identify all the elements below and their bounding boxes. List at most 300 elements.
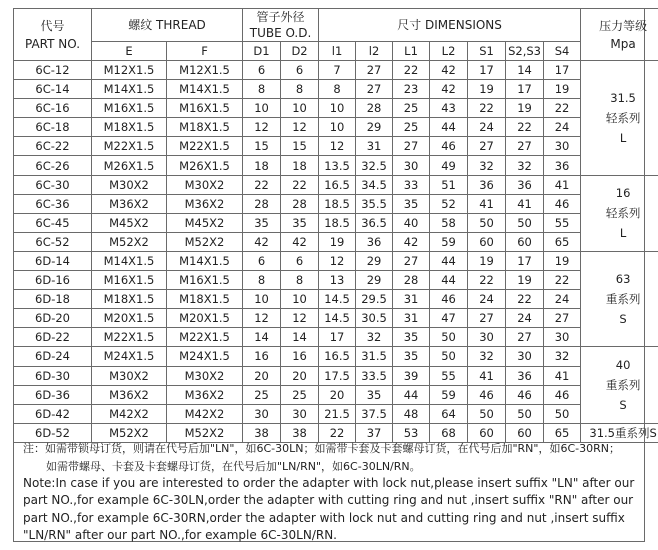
table-cell: 37.5 [356,404,393,423]
header-tube-od [243,9,319,42]
table-cell: 46 [544,194,581,213]
table-cell: 41 [506,194,544,213]
table-cell: 42 [243,232,281,251]
header-pressure-cn: 压力等级 [599,18,648,33]
table-cell: 14 [243,328,281,347]
table-cell: 42 [430,80,468,99]
table-cell: 50 [506,213,544,232]
table-cell: 6 [281,61,319,80]
table-cell: 22 [544,271,581,290]
column-header: L2 [430,42,468,61]
table-cell: 28 [243,194,281,213]
table-cell: 16 [243,347,281,366]
part-number-cell: 6D-18 [14,290,92,309]
table-cell: 15 [243,137,281,156]
table-cell: 10 [319,118,356,137]
table-cell: M14X1.5 [92,80,167,99]
part-number-cell: 6D-14 [14,251,92,270]
table-cell: 42 [281,232,319,251]
table-row [14,118,658,137]
table-cell: 50 [468,213,506,232]
table-cell: 16.5 [319,347,356,366]
table-cell: 12 [281,118,319,137]
table-row [14,99,658,118]
table-cell: 17 [544,61,581,80]
table-cell: 31 [393,309,430,328]
column-header: E [92,42,167,61]
column-header: D2 [281,42,319,61]
table-cell: 19 [506,271,544,290]
table-row [14,213,658,232]
column-header: l2 [356,42,393,61]
table-cell: 8 [243,271,281,290]
table-cell: 36 [356,232,393,251]
table-cell: 30 [506,347,544,366]
table-cell: 12 [281,309,319,328]
table-cell: 10 [243,99,281,118]
table-row [14,137,658,156]
table-cell: 18 [243,156,281,175]
pressure-group-cell [581,175,658,251]
table-cell: M16X1.5 [167,99,243,118]
table-cell: 44 [430,251,468,270]
header-part-cn: 代号 [40,18,65,33]
table-cell: M52X2 [167,232,243,251]
table-cell: 35 [281,213,319,232]
table-cell: 20 [281,366,319,385]
table-row [14,347,658,366]
table-cell: M36X2 [92,194,167,213]
table-cell: M36X2 [92,385,167,404]
part-number-cell: 6C-30 [14,175,92,194]
table-cell: 31.5 [356,347,393,366]
table-cell: M14X1.5 [92,251,167,270]
table-cell: 22 [506,118,544,137]
table-cell: M52X2 [92,423,167,442]
table-cell: 35 [393,328,430,347]
table-cell: 13.5 [319,156,356,175]
table-cell: 59 [430,232,468,251]
table-cell: 30 [544,137,581,156]
pressure-group-cell [581,61,658,176]
table-cell: 60 [506,423,544,442]
table-cell: 65 [544,232,581,251]
part-number-cell: 6C-18 [14,118,92,137]
table-cell: 47 [430,309,468,328]
table-cell: 50 [468,404,506,423]
pressure-value: 16 [615,186,631,201]
table-cell: 44 [430,271,468,290]
table-cell: 48 [393,404,430,423]
table-cell: 24 [468,290,506,309]
part-number-cell: 6C-16 [14,99,92,118]
table-cell: 42 [430,61,468,80]
note-cn-line2: 如需带螺母、卡套及卡套螺母订货，在代号后加"LN/RN"，如6C-30LN/RN。 [46,459,421,473]
table-cell: 17 [506,251,544,270]
table-cell: 12 [319,251,356,270]
table-cell: 12 [243,309,281,328]
table-cell: 46 [468,385,506,404]
table-cell: 42 [393,232,430,251]
table-row [14,61,658,80]
table-cell: 27 [544,309,581,328]
table-cell: 55 [544,213,581,232]
order-notes [23,440,639,544]
table-cell: M45X2 [167,213,243,232]
note-en: Note:In case if you are interested to order the adapter with lock nut,please insert suffix "LN" after our part NO.,for example 6C-30LN,order the adapter with cutting ring and nut ,insert suffix "RN" after our part NO.,for example 6C-30RN,order the adapter with lock nut and cutting ring and nut ,insert suffix "LN/RN" after our part NO.,for example 6C-30LN/RN. [23,476,635,542]
dimensions-table [13,8,658,443]
part-number-cell: 6D-16 [14,271,92,290]
table-cell: 30 [281,404,319,423]
table-cell: 22 [393,61,430,80]
table-cell: M18X1.5 [92,118,167,137]
table-cell: 38 [281,423,319,442]
table-cell: 46 [430,137,468,156]
table-cell: 14.5 [319,309,356,328]
table-cell: M42X2 [167,404,243,423]
table-row [14,404,658,423]
table-cell: 6 [281,251,319,270]
table-cell: M22X1.5 [92,137,167,156]
table-cell: 31 [393,290,430,309]
table-cell: 21.5 [319,404,356,423]
table-row [14,385,658,404]
table-cell: 50 [544,404,581,423]
table-cell: 55 [430,366,468,385]
table-cell: 36 [544,156,581,175]
part-number-cell: 6C-14 [14,80,92,99]
table-cell: 19 [319,232,356,251]
table-cell: 8 [281,271,319,290]
table-cell: 6 [243,251,281,270]
pressure-series: 重系列 [605,292,641,307]
table-cell: 36 [506,366,544,385]
table-cell: 36 [506,175,544,194]
table-cell: 6 [243,61,281,80]
table-cell: 50 [430,347,468,366]
column-header: S2,S3 [506,42,544,61]
table-cell: 27 [393,251,430,270]
table-cell: 10 [243,290,281,309]
table-cell: 29.5 [356,290,393,309]
table-cell: 25 [393,118,430,137]
table-cell: M36X2 [167,385,243,404]
table-cell: 40 [393,213,430,232]
table-cell: M22X1.5 [92,328,167,347]
table-cell: 25 [243,385,281,404]
table-cell: 38 [243,423,281,442]
table-cell: 51 [430,175,468,194]
table-cell: M18X1.5 [167,290,243,309]
pressure-code: L [619,130,627,145]
table-cell: M16X1.5 [92,99,167,118]
table-cell: 53 [393,423,430,442]
header-dimensions: 尺寸 DIMENSIONS [319,9,581,42]
table-cell: 32 [468,347,506,366]
table-cell: 60 [468,423,506,442]
header-part-en: PART NO. [24,36,81,51]
pressure-series: 轻系列 [605,110,641,125]
pressure-series: 重系列 [605,378,641,393]
table-cell: 30 [468,328,506,347]
header-thread: 螺纹 THREAD [92,9,243,42]
table-cell: 41 [544,175,581,194]
table-cell: 33.5 [356,366,393,385]
table-cell: 35 [393,347,430,366]
table-cell: M24X1.5 [167,347,243,366]
table-row [14,271,658,290]
table-cell: 24 [468,118,506,137]
table-cell: 10 [319,99,356,118]
table-cell: M30X2 [92,366,167,385]
table-cell: 29 [356,118,393,137]
table-cell: 22 [544,99,581,118]
table-cell: M30X2 [167,175,243,194]
table-cell: M14X1.5 [167,80,243,99]
table-cell: 35.5 [356,194,393,213]
table-cell: 24 [506,309,544,328]
table-cell: M12X1.5 [92,61,167,80]
column-header: S4 [544,42,581,61]
table-cell: 12 [319,137,356,156]
table-cell: M30X2 [167,366,243,385]
header-tube-en: TUBE O.D. [249,26,312,40]
table-cell: 44 [430,118,468,137]
table-cell: 25 [281,385,319,404]
part-number-cell: 6D-24 [14,347,92,366]
table-cell: 50 [506,404,544,423]
table-cell: 23 [393,80,430,99]
part-number-cell: 6C-26 [14,156,92,175]
table-row [14,309,658,328]
header-part-no [14,9,92,61]
pressure-group-cell: 31.5重系列S [581,423,658,442]
table-cell: 32 [506,156,544,175]
table-cell: M16X1.5 [92,271,167,290]
table-cell: 41 [544,366,581,385]
table-cell: 27 [468,137,506,156]
table-cell: M52X2 [167,423,243,442]
table-cell: 27 [506,137,544,156]
table-cell: 33 [393,175,430,194]
table-cell: 27 [356,80,393,99]
table-cell: 24 [544,290,581,309]
table-cell: 27 [356,61,393,80]
table-cell: 60 [506,232,544,251]
table-cell: 46 [506,385,544,404]
table-cell: 35 [243,213,281,232]
table-cell: 32 [356,328,393,347]
column-header: S1 [468,42,506,61]
table-cell: 14 [506,61,544,80]
table-cell: 41 [468,366,506,385]
table-cell: M20X1.5 [167,309,243,328]
table-cell: 29 [356,271,393,290]
part-number-cell: 6D-30 [14,366,92,385]
table-cell: 19 [468,80,506,99]
table-cell: M26X1.5 [167,156,243,175]
part-number-cell: 6C-12 [14,61,92,80]
pressure-code: S [619,398,627,413]
table-cell: 18 [281,156,319,175]
table-cell: 18.5 [319,213,356,232]
table-cell: M16X1.5 [167,271,243,290]
table-cell: 27 [468,309,506,328]
table-row [14,232,658,251]
table-cell: 25 [393,99,430,118]
table-cell: 49 [430,156,468,175]
table-cell: 28 [281,194,319,213]
table-row [14,251,658,270]
table-cell: 37 [356,423,393,442]
table-cell: 28 [356,99,393,118]
column-header: D1 [243,42,281,61]
table-cell: 60 [468,232,506,251]
table-cell: 16.5 [319,175,356,194]
table-cell: 36 [468,175,506,194]
table-cell: 50 [430,328,468,347]
table-row [14,156,658,175]
table-cell: 41 [468,194,506,213]
table-cell: 8 [243,80,281,99]
pressure-code: S [619,312,627,327]
table-cell: 30 [544,328,581,347]
header-pressure-unit: Mpa [610,36,636,51]
table-cell: 17 [506,80,544,99]
table-cell: 65 [544,423,581,442]
part-number-cell: 6D-42 [14,404,92,423]
pressure-code: L [619,226,627,241]
table-cell: M20X1.5 [92,309,167,328]
table-cell: 19 [468,251,506,270]
table-cell: 8 [319,80,356,99]
table-cell: 32 [468,156,506,175]
part-number-cell: 6C-52 [14,232,92,251]
table-cell: 30 [393,156,430,175]
table-cell: 39 [393,366,430,385]
part-number-cell: 6D-22 [14,328,92,347]
column-header: L1 [393,42,430,61]
table-cell: 68 [430,423,468,442]
part-number-cell: 6D-52 [14,423,92,442]
table-row [14,194,658,213]
table-cell: M22X1.5 [167,328,243,347]
part-number-cell: 6C-22 [14,137,92,156]
part-number-cell: 6D-36 [14,385,92,404]
pressure-group-cell [581,347,658,423]
table-cell: 27 [393,137,430,156]
column-header: F [167,42,243,61]
table-cell: 19 [544,80,581,99]
table-cell: 46 [544,385,581,404]
table-cell: M18X1.5 [92,290,167,309]
table-cell: 13 [319,271,356,290]
table-cell: 24 [544,118,581,137]
note-cn-line1: 注：如需带锁母订货，则请在代号后加"LN"，如6C-30LN；如需带卡套及卡套螺母订货，在代号后加"RN"，如6C-30RN； [23,442,620,455]
table-cell: M26X1.5 [92,156,167,175]
table-cell: 36.5 [356,213,393,232]
table-cell: M30X2 [92,175,167,194]
header-tube-cn: 管子外径 [256,10,305,24]
table-cell: 52 [430,194,468,213]
table-cell: 44 [393,385,430,404]
table-cell: 30 [243,404,281,423]
table-cell: 31 [356,137,393,156]
table-cell: 7 [319,61,356,80]
table-row [14,366,658,385]
part-number-cell: 6C-45 [14,213,92,232]
pressure-series: 轻系列 [605,206,641,221]
table-cell: 14 [281,328,319,347]
table-cell: M18X1.5 [167,118,243,137]
table-cell: 17.5 [319,366,356,385]
table-cell: M42X2 [92,404,167,423]
pressure-group-cell [581,251,658,346]
table-cell: 19 [506,99,544,118]
table-cell: 32.5 [356,156,393,175]
table-cell: 28 [393,271,430,290]
table-cell: 14.5 [319,290,356,309]
table-cell: 59 [430,385,468,404]
table-cell: M22X1.5 [167,137,243,156]
table-cell: M52X2 [92,232,167,251]
table-cell: 18.5 [319,194,356,213]
table-row [14,175,658,194]
table-cell: 20 [319,385,356,404]
pressure-value: 40 [615,358,631,373]
table-cell: 15 [281,137,319,156]
table-cell: M24X1.5 [92,347,167,366]
table-cell: 16 [281,347,319,366]
table-row [14,328,658,347]
table-row [14,290,658,309]
table-row [14,80,658,99]
table-cell: 46 [430,290,468,309]
table-cell: 43 [430,99,468,118]
table-cell: 22 [468,271,506,290]
table-cell: 17 [319,328,356,347]
column-header: l1 [319,42,356,61]
table-cell: 35 [356,385,393,404]
table-cell: 64 [430,404,468,423]
table-cell: 22 [319,423,356,442]
table-cell: M14X1.5 [167,251,243,270]
table-cell: 19 [544,251,581,270]
table-cell: 35 [393,194,430,213]
table-cell: M45X2 [92,213,167,232]
table-cell: 32 [544,347,581,366]
pressure-value: 31.5 [610,90,636,105]
table-cell: 10 [281,99,319,118]
table-cell: M36X2 [167,194,243,213]
table-cell: 22 [281,175,319,194]
table-cell: 20 [243,366,281,385]
part-number-cell: 6C-36 [14,194,92,213]
table-cell: 34.5 [356,175,393,194]
part-number-cell: 6D-20 [14,309,92,328]
pressure-value: 63 [615,272,631,287]
table-cell: 17 [468,61,506,80]
table-cell: 8 [281,80,319,99]
table-cell: 10 [281,290,319,309]
table-cell: 22 [506,290,544,309]
header-pressure [581,9,658,61]
table-cell: M12X1.5 [167,61,243,80]
table-cell: 22 [243,175,281,194]
table-cell: 29 [356,251,393,270]
table-cell: 22 [468,99,506,118]
table-cell: 58 [430,213,468,232]
